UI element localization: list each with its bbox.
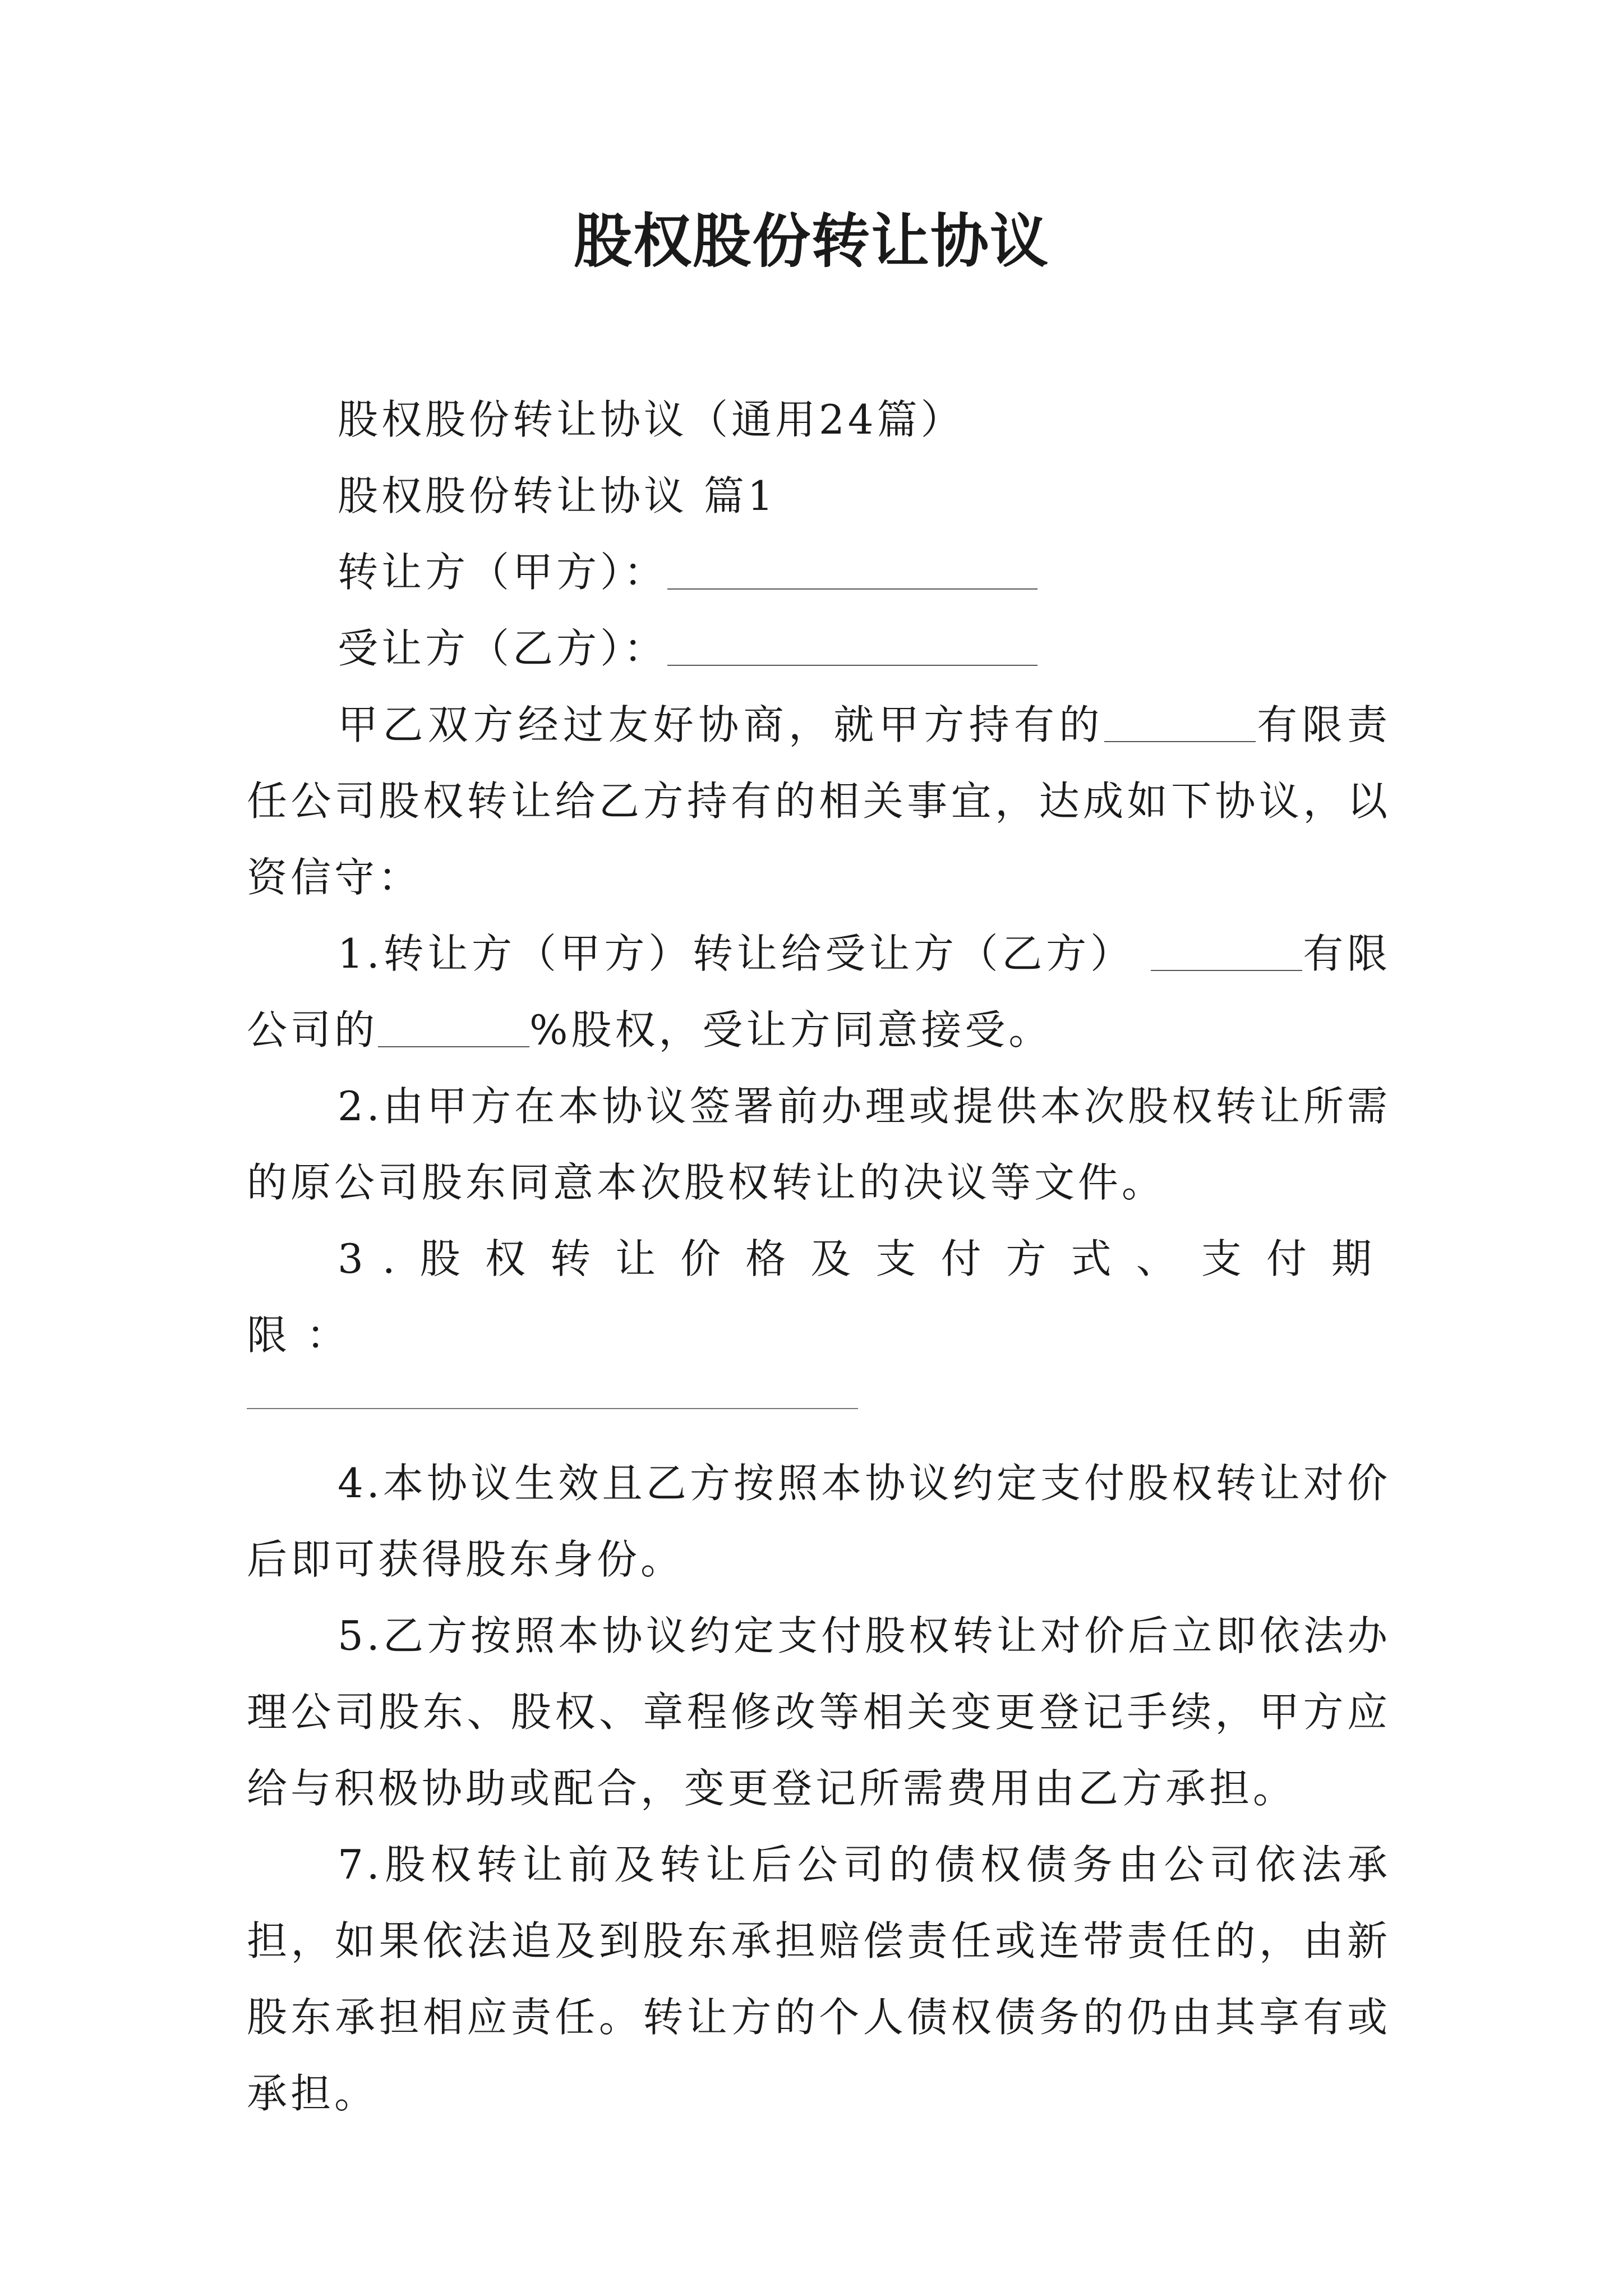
clause-1-text-2: 有限公司的 [247,930,1391,1053]
clause-3-blank-line [247,1408,858,1409]
intro-text-1: 甲乙双方经过友好协商，就甲方持有的 [338,701,1104,748]
clause-4: 4.本协议生效且乙方按照本协议约定支付股权转让对价后即可获得股东身份。 [247,1460,1391,1583]
clause-7: 7.股权转让前及转让后公司的债权债务由公司依法承担，如果依法追及到股东承担赔偿责任或连带责任的，由新股东承担相应责任。转让方的个人债权债务的仍由其享有或承担。 [247,1841,1391,2117]
transferee-blank [667,630,1038,666]
clause-5: 5.乙方按照本协议约定支付股权转让对价后立即依法办理公司股东、股权、章程修改等相关变更登记手续，甲方应给与积极协助或配合，变更登记所需费用由乙方承担。 [247,1612,1391,1812]
clause-1-text-3: %股权，受让方同意接受。 [529,1006,1053,1053]
company-name-blank [1104,706,1256,742]
subtitle: 股权股份转让协议（通用24篇） [338,396,965,443]
clause-2: 2.由甲方在本协议签署前办理或提供本次股权转让所需的原公司股东同意本次股权转让的决议等文件。 [247,1083,1391,1206]
transferor-blank [667,554,1038,590]
transferor-label: 转让方（甲方）： [338,549,668,596]
document-title: 股权股份转让协议 [573,206,1049,275]
intro-paragraph [247,687,1391,915]
intro-text-2: 有限责任公司股权转让给乙方持有的相关事宜，达成如下协议，以资信守： [247,701,1391,901]
transferee-line [247,610,1391,687]
transferee-label: 受让方（乙方）： [338,625,668,672]
transferor-line [247,534,1391,610]
clause-3: 3.股权转让价格及支付方式、支付期限： [247,1235,1391,1359]
clause-1-percent-blank [378,1011,529,1047]
clause-1-text-1: 1.转让方（甲方）转让给受让方（乙方） [338,930,1135,977]
clause-1 [247,915,1391,1068]
document-body [247,381,1391,2132]
clause-1-company-blank [1151,935,1302,971]
chapter-heading: 股权股份转让协议 篇1 [338,472,777,519]
